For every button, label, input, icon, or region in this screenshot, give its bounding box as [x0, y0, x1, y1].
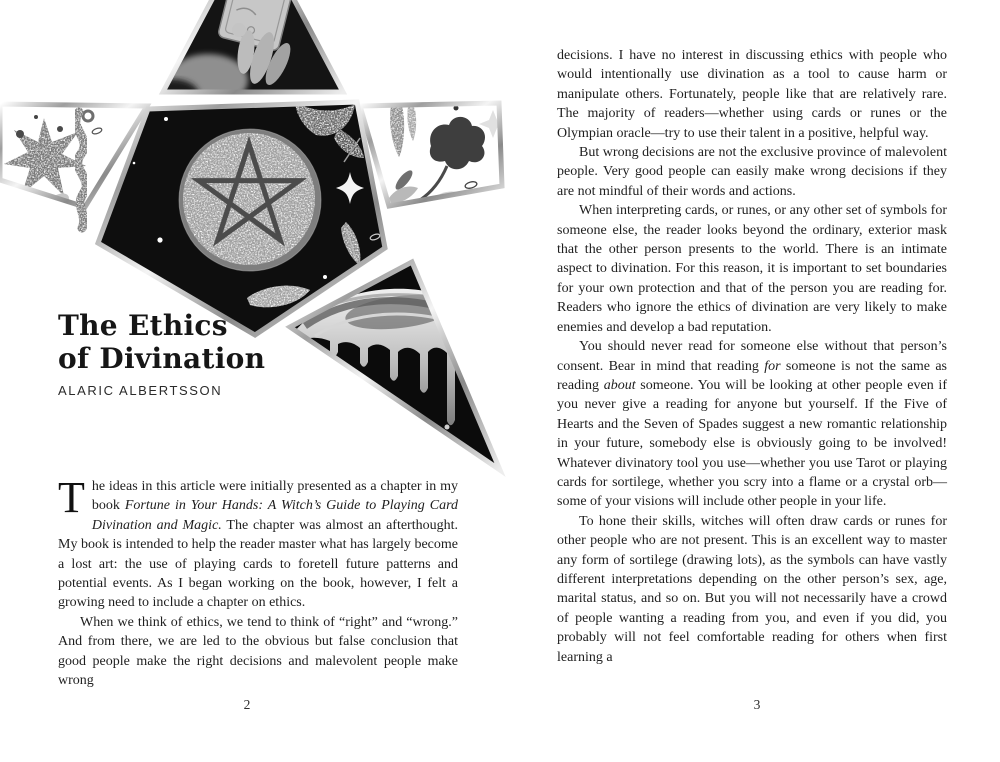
paragraph — [58, 613, 458, 691]
article-title-block — [58, 309, 265, 398]
drop-cap: T — [58, 473, 85, 522]
page-title-line2: of Divination — [58, 342, 266, 375]
page-title: The Ethics — [58, 309, 228, 342]
paragraph — [557, 337, 947, 512]
paragraph — [557, 512, 947, 667]
droplet — [445, 425, 450, 430]
text-run: The chapter was almost an afterthought. My book is intended to help the reader master what has largely become a lost art: the use of playing cards to foretell future patterns and potential events. As I began working on the book, however, I felt a growing need to include a chapter on ethics. — [58, 517, 458, 611]
italic-text-run: Fortune in Your Hands: A Witch’s Guide to Playing Card Divination and Magic. — [91, 498, 459, 533]
text-run: someone is not the same as reading — [557, 358, 947, 393]
page-number-right: 3 — [753, 697, 761, 712]
left-body-text — [58, 473, 459, 690]
paragraph — [557, 143, 947, 201]
italic-text-run: for — [764, 358, 781, 374]
text-run: You should never read for someone else without that person’s consent. Bear in mind that reading — [557, 339, 947, 374]
paragraph — [58, 473, 459, 613]
paragraph — [557, 201, 947, 337]
right-body-text — [557, 46, 947, 667]
author-byline: ALARIC ALBERTSSON — [58, 383, 223, 398]
paragraph-text — [58, 473, 459, 611]
page-number-left: 2 — [243, 697, 251, 712]
text-run: decisions. I have no interest in discussing ethics with people who would intentionally use divination as a tool to cause harm or manipulate others. Fortunately, people like that are relatively rare. The majority of readers—whether using cards or runes or the Olympian oracle—try to use their talent in a positive, helpful way. — [557, 48, 947, 141]
text-run: he ideas in this article were initially presented as a chapter in my book — [91, 479, 458, 514]
star-collage-artwork — [0, 0, 520, 480]
text-run: When interpreting cards, or runes, or any other set of symbols for someone else, the reader looks beyond the ordinary, exterior mask that the other person presents to the world. There is an intimate aspect to divination. For this reason, it is important to set boundaries for your own protection and that of the person you are reading for. Readers who ignore the ethics of divination are very likely to make enemies and develop a bad reputation. — [557, 203, 947, 335]
flower-segment — [355, 98, 507, 213]
text-run: When we think of ethics, we tend to think of “right” and “wrong.” And from there, we are led to the obvious but false conclusion that good people make the right decisions and malevolent people make wrong — [58, 614, 458, 689]
text-run: To hone their skills, witches will often draw cards or runes for other people who are not present. This is an excellent way to master any form of sortilege (drawing lots), as the symbols can have vastly different interpretations depending on the other person’s sex, age, marital status, and so on. But you will not necessarily have a crowd of people wanting a reading from you, and even if you did, you probably will not feel comfortable reading for others when first learning a — [557, 513, 947, 665]
text-run: someone. You will be looking at other people even if you never give a reading for anyone but yourself. If the Five of Hearts and the Seven of Spades suggest a new romantic relationship in your future, somebody else is obviously going to be involved! Whatever divinatory tool you use—whether you use Tarot or playing cards for sortilege, whether you scry into a flame or a crystal orb—some of your visions will include other people in your life. — [557, 377, 947, 510]
paragraph — [557, 46, 947, 143]
text-run: But wrong decisions are not the exclusive province of malevolent people. Very good people can easily make wrong decisions if they are not mindful of their words and actions. — [557, 145, 947, 199]
italic-text-run: about — [603, 377, 636, 393]
